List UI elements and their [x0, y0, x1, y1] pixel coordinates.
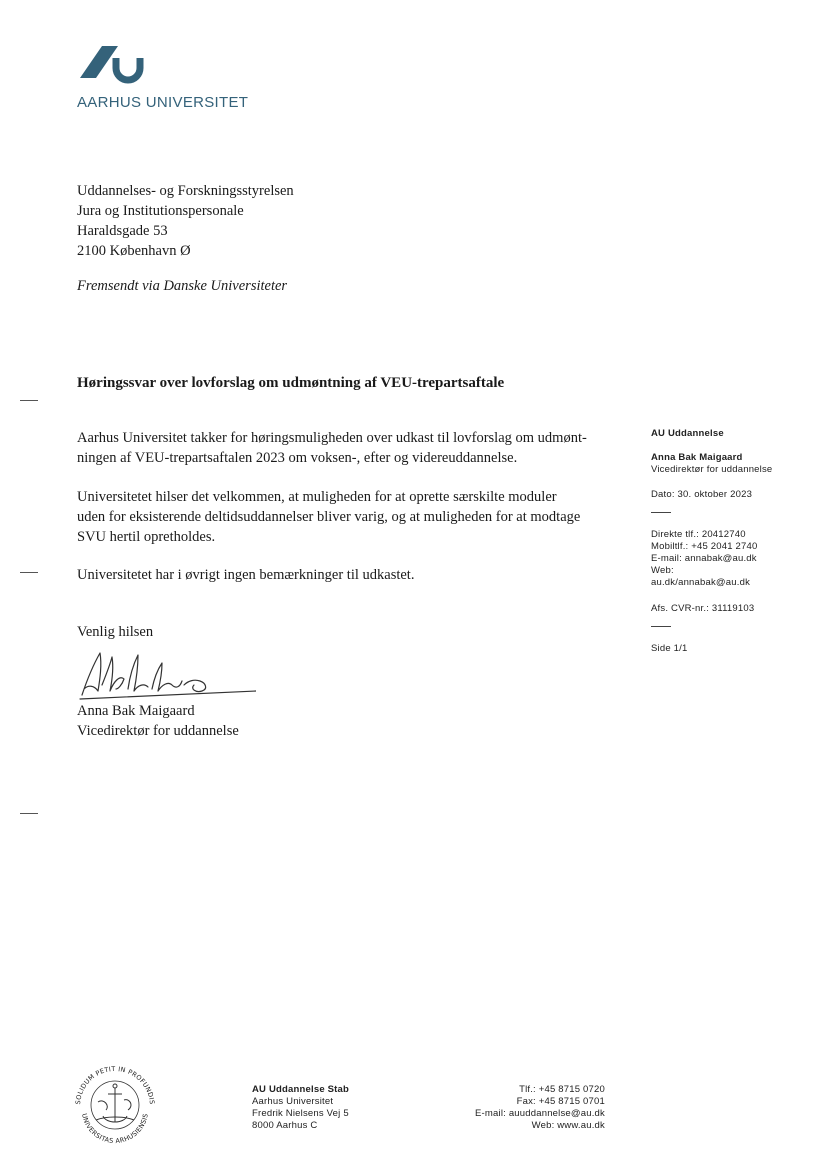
body-line: Aarhus Universitet takker for høringsmuligheden over udkast til lovforslag om udmønt- — [77, 430, 587, 446]
sidebar-department — [651, 428, 724, 440]
svg-text:UNIVERSITAS ARHUSIENSIS: UNIVERSITAS ARHUSIENSIS — [80, 1112, 150, 1144]
sidebar-title: Vicedirektør for uddannelse — [651, 464, 773, 475]
footer-email: E-mail: auuddannelse@au.dk — [475, 1108, 605, 1119]
footer-address — [252, 1084, 349, 1132]
direct-phone: Direkte tlf.: 20412740 — [651, 529, 746, 540]
signer-title: Vicedirektør for uddannelse — [77, 723, 239, 739]
letter-subject: Høringssvar over lovforslag om udmøntning af VEU-trepartsaftale — [77, 375, 505, 391]
footer-street: Fredrik Nielsens Vej 5 — [252, 1108, 349, 1119]
au-logo-mark-icon — [76, 44, 148, 84]
forwarded-via-note: Fremsendt via Danske Universiteter — [77, 278, 288, 294]
fold-mark — [20, 572, 38, 573]
footer-unit-text: AU Uddannelse Stab — [252, 1084, 350, 1095]
footer-phone: Tlf.: +45 8715 0720 — [519, 1084, 605, 1095]
recipient-line: Uddannelses- og Forskningsstyrelsen — [77, 183, 294, 199]
footer-fax: Fax: +45 8715 0701 — [516, 1096, 605, 1107]
page-number: Side 1/1 — [651, 643, 688, 654]
signer-name: Anna Bak Maigaard — [77, 703, 195, 719]
sidebar-divider — [651, 512, 671, 513]
recipient-line: Haraldsgade 53 — [77, 223, 168, 239]
sidebar-contact-details — [651, 529, 757, 589]
handwritten-signature-icon — [76, 645, 256, 707]
recipient-line: 2100 København Ø — [77, 243, 191, 259]
body-line: ningen af VEU-trepartsaftalen 2023 om voksen-, efter og videreuddannelse. — [77, 450, 518, 466]
cvr-number: Afs. CVR-nr.: 31119103 — [651, 603, 755, 614]
sidebar-name-text: Anna Bak Maigaard — [651, 452, 743, 463]
email-address: E-mail: annabak@au.dk — [651, 553, 757, 564]
institution-name: AARHUS UNIVERSITET — [77, 94, 249, 111]
footer-unit — [252, 1084, 349, 1096]
body-paragraph-2 — [77, 487, 614, 547]
closing-greeting: Venlig hilsen — [77, 624, 154, 640]
recipient-line: Jura og Institutionspersonale — [77, 203, 244, 219]
body-paragraph-1 — [77, 428, 614, 468]
recipient-address — [77, 181, 294, 261]
web-label: Web: — [651, 565, 674, 576]
body-line: Universitetet har i øvrigt ingen bemærkninger til udkastet. — [77, 567, 415, 583]
body-line: uden for eksisterende deltidsuddannelser bliver varig, og at muligheden for at modtage — [77, 509, 581, 525]
footer-web: Web: www.au.dk — [531, 1120, 605, 1131]
svg-text:SOLIDUM PETIT IN PROFUNDIS: SOLIDUM PETIT IN PROFUNDIS — [73, 1064, 157, 1105]
sidebar-divider — [651, 626, 671, 627]
sidebar-name — [651, 452, 772, 464]
sidebar-date: Dato: 30. oktober 2023 — [651, 489, 753, 500]
body-line: SVU hertil opretholdes. — [77, 529, 216, 545]
fold-mark — [20, 400, 38, 401]
mobile-phone: Mobiltlf.: +45 2041 2740 — [651, 541, 758, 552]
footer-org: Aarhus Universitet — [252, 1096, 334, 1107]
web-address: au.dk/annabak@au.dk — [651, 577, 751, 588]
university-seal-icon — [70, 1062, 160, 1144]
department-label: AU Uddannelse — [651, 428, 724, 439]
body-paragraph-3 — [77, 565, 614, 585]
fold-mark — [20, 813, 38, 814]
footer-city: 8000 Aarhus C — [252, 1120, 318, 1131]
signer-block — [77, 701, 239, 741]
body-line: Universitetet hilser det velkommen, at muligheden for at oprette særskilte moduler — [77, 489, 557, 505]
footer-contact — [430, 1084, 605, 1132]
sidebar-contact — [651, 452, 772, 476]
